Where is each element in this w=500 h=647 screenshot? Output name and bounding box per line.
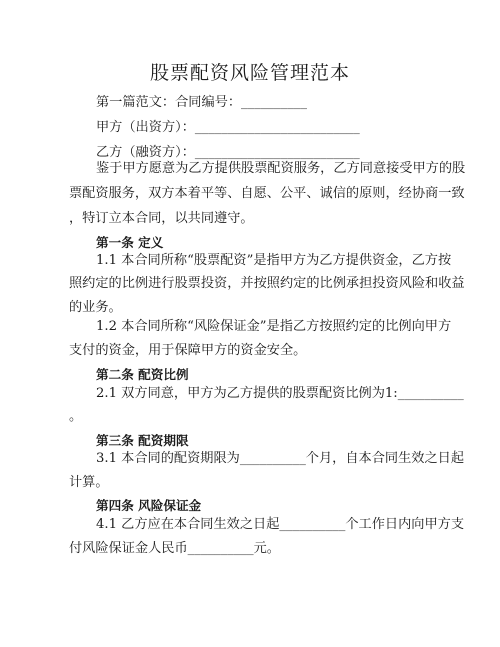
section-3-heading: 第三条 配资期限 bbox=[96, 433, 189, 448]
document-title: 股票配资风险管理范本 bbox=[149, 62, 350, 84]
preamble-line-1: 鉴于甲方愿意为乙方提供股票配资服务，乙方同意接受甲方的股 bbox=[96, 161, 466, 176]
section-1-heading: 第一条 定义 bbox=[96, 235, 164, 250]
clause-3-1-line-2: 计算。 bbox=[69, 475, 109, 490]
clause-1-1-line-1: 1.1 本合同所称“股票配资”是指甲方为乙方提供资金，乙方按 bbox=[96, 253, 452, 268]
preamble-line-2: 票配资服务，双方本着平等、自愿、公平、诚信的原则，经协商一致 bbox=[69, 186, 465, 201]
clause-1-2-line-2: 支付的资金，用于保障甲方的资金安全。 bbox=[69, 343, 307, 358]
clause-2-1-line-1: 2.1 双方同意，甲方为乙方提供的股票配资比例为1:__________ bbox=[96, 386, 464, 401]
clause-3-1-line-1: 3.1 本合同的配资期限为__________个月，自本合同生效之日起 bbox=[96, 451, 465, 466]
clause-2-1-line-2: 。 bbox=[69, 409, 83, 424]
party-b-line: 乙方（融资方）：_________________________ bbox=[96, 145, 360, 160]
party-a-line: 甲方（出资方）：_________________________ bbox=[96, 120, 360, 135]
clause-4-1-line-1: 4.1 乙方应在本合同生效之日起__________个工作日内向甲方支 bbox=[96, 517, 465, 532]
contract-number-line: 第一篇范文：合同编号：__________ bbox=[96, 95, 307, 110]
clause-1-1-line-2: 照约定的比例进行股票投资，并按照约定的比例承担投资风险和收益 bbox=[69, 276, 465, 291]
section-4-heading: 第四条 风险保证金 bbox=[96, 498, 202, 513]
clause-1-1-line-3: 的业务。 bbox=[69, 300, 122, 315]
clause-4-1-line-2: 付风险保证金人民币__________元。 bbox=[69, 541, 280, 556]
section-2-heading: 第二条 配资比例 bbox=[96, 367, 189, 382]
preamble-line-3: ，特订立本合同，以共同遵守。 bbox=[69, 211, 254, 226]
clause-1-2-line-1: 1.2 本合同所称“风险保证金”是指乙方按照约定的比例向甲方 bbox=[96, 319, 452, 334]
